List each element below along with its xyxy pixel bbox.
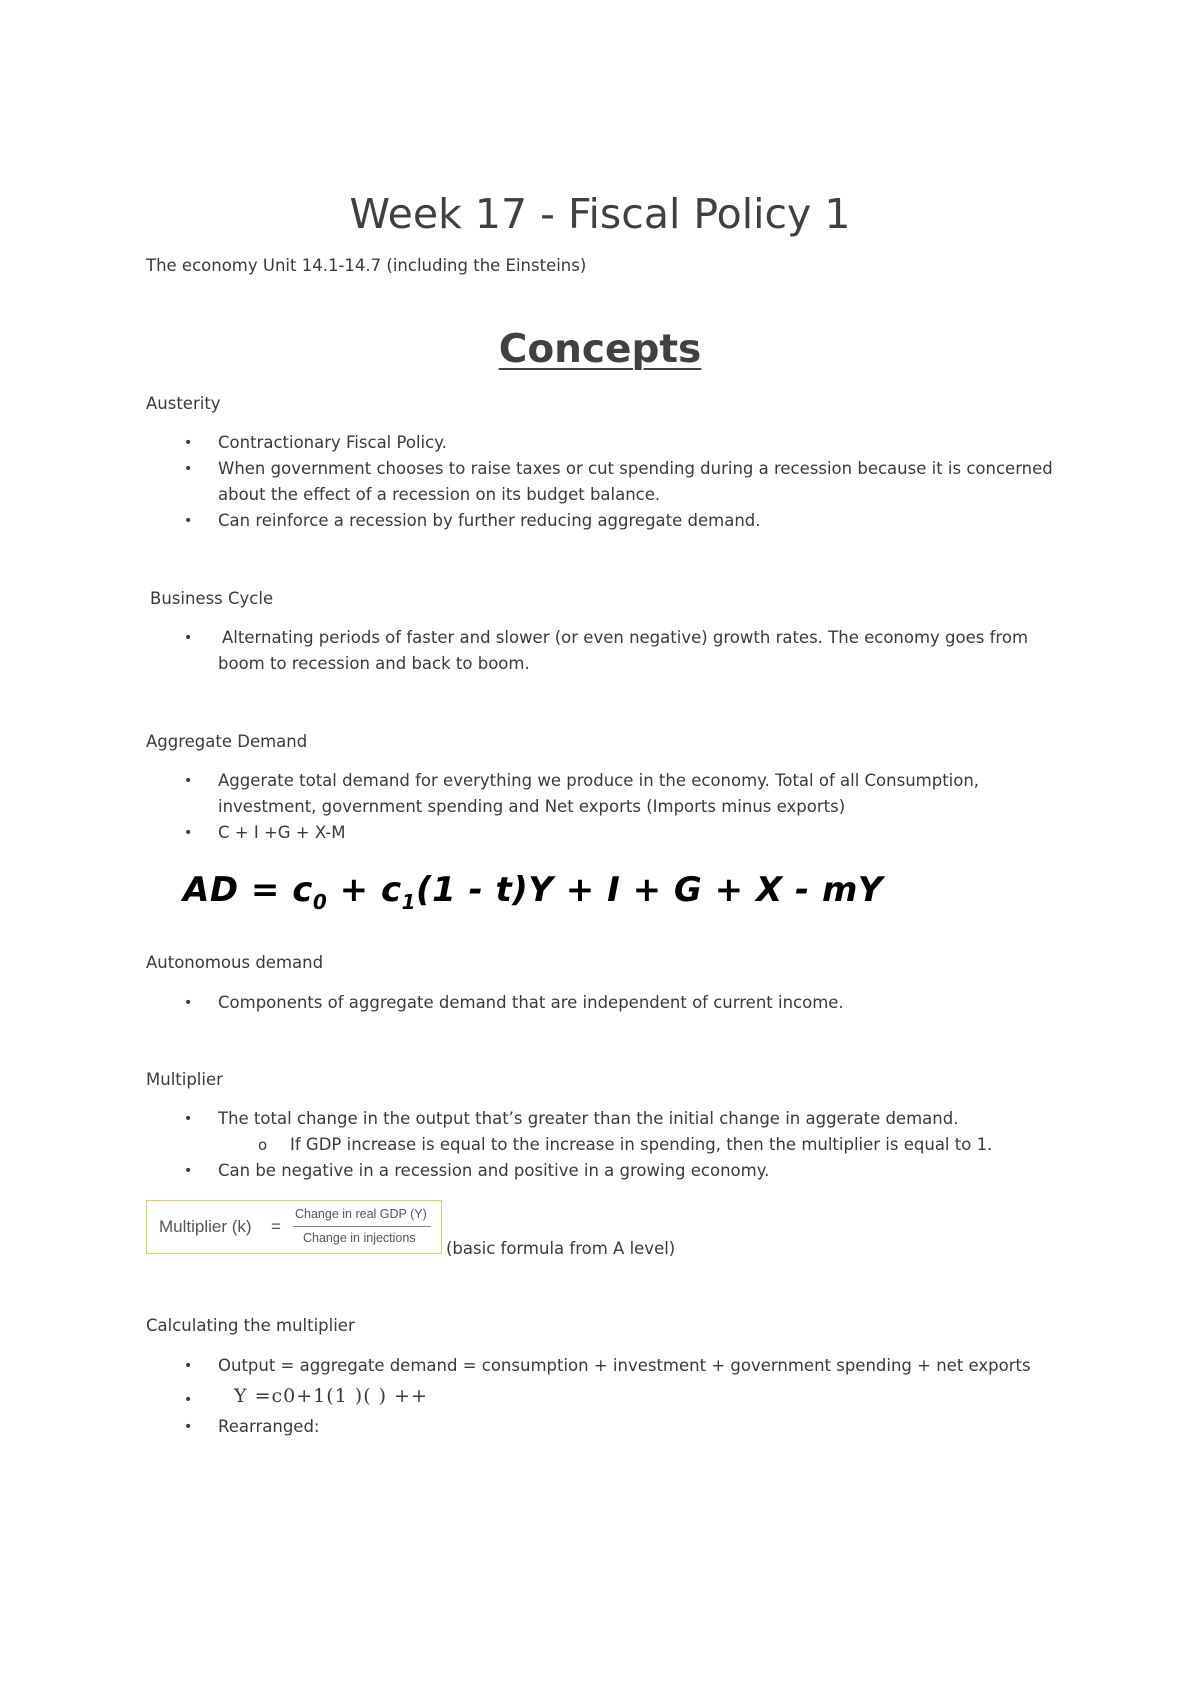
list-item: • Output = aggregate demand = consumption + investment + government spending + net exports bbox=[146, 1353, 1066, 1379]
bullet-icon: • bbox=[184, 995, 193, 1011]
bullet-icon: • bbox=[184, 1358, 193, 1374]
bullet-icon: • bbox=[184, 1419, 193, 1435]
bullet-icon: • bbox=[184, 773, 193, 789]
multiplier-formula-label: Multiplier (k) bbox=[159, 1217, 252, 1236]
output-equation: Y =c0+1(1 )( ) ++ bbox=[234, 1385, 428, 1407]
list-item bbox=[146, 1379, 1066, 1414]
sub-list-item: o If GDP increase is equal to the increase in spending, then the multiplier is equal to 1. bbox=[218, 1132, 1066, 1158]
multiplier-formula-note: (basic formula from A level) bbox=[446, 1239, 676, 1258]
page-subtitle: The economy Unit 14.1-14.7 (including the Einsteins) bbox=[146, 256, 587, 275]
multiplier-formula-image bbox=[146, 1200, 442, 1254]
bullet-icon: • bbox=[184, 630, 193, 646]
page-title: Week 17 - Fiscal Policy 1 bbox=[349, 190, 851, 238]
list-item: • The total change in the output that’s greater than the initial change in aggerate demand. bbox=[146, 1106, 1066, 1132]
bullet-icon: • bbox=[184, 1111, 193, 1127]
term-aggregate-demand: Aggregate Demand bbox=[146, 732, 308, 751]
aggregate-demand-list bbox=[146, 768, 1066, 846]
term-multiplier: Multiplier bbox=[146, 1070, 223, 1089]
bullet-icon: • bbox=[184, 513, 193, 529]
list-item bbox=[146, 1132, 1066, 1158]
circle-bullet-icon: o bbox=[258, 1136, 268, 1154]
aggregate-demand-formula: AD = $c_0 + c_1(1 - t)Y + I + G + X$ - mY bbox=[183, 870, 884, 914]
list-item-continuation: boom to recession and back to boom. bbox=[218, 654, 530, 673]
list-item-continuation: about the effect of a recession on its budget balance. bbox=[218, 485, 661, 504]
list-item: • Components of aggregate demand that are independent of current income. bbox=[146, 990, 1066, 1016]
bullet-icon: • bbox=[184, 825, 193, 841]
term-austerity: Austerity bbox=[146, 394, 221, 413]
multiplier-formula-equals: = bbox=[271, 1217, 281, 1236]
multiplier-sub-list bbox=[218, 1132, 1066, 1158]
multiplier-formula-numerator: Change in real GDP (Y) bbox=[295, 1207, 427, 1221]
bullet-icon: • bbox=[184, 1163, 193, 1179]
multiplier-formula-denominator: Change in injections bbox=[303, 1231, 416, 1245]
fraction-bar bbox=[293, 1226, 431, 1227]
list-item: • Alternating periods of faster and slower (or even negative) growth rates. The economy goes from bbox=[146, 625, 1066, 651]
list-item: • When government chooses to raise taxes or cut spending during a recession because it is concerned bbox=[146, 456, 1066, 482]
bullet-icon: • bbox=[184, 1392, 193, 1408]
bullet-icon: • bbox=[184, 435, 193, 451]
calculating-list bbox=[146, 1353, 1066, 1440]
section-heading-concepts: Concepts bbox=[498, 327, 702, 372]
term-calculating-multiplier: Calculating the multiplier bbox=[146, 1316, 355, 1335]
term-business-cycle: Business Cycle bbox=[150, 589, 274, 608]
list-item: • Contractionary Fiscal Policy. bbox=[146, 430, 1066, 456]
term-autonomous-demand: Autonomous demand bbox=[146, 953, 324, 972]
list-item: • Rearranged: bbox=[146, 1414, 1066, 1440]
list-item: • Can be negative in a recession and positive in a growing economy. bbox=[146, 1158, 1066, 1184]
list-item-continuation: investment, government spending and Net exports (Imports minus exports) bbox=[218, 797, 846, 816]
business-cycle-list bbox=[146, 625, 1066, 677]
multiplier-list bbox=[146, 1106, 1066, 1184]
autonomous-demand-list bbox=[146, 990, 1066, 1016]
list-item: • C + I +G + X-M bbox=[146, 820, 1066, 846]
austerity-list bbox=[146, 430, 1066, 534]
list-item: • Aggerate total demand for everything we produce in the economy. Total of all Consumption, bbox=[146, 768, 1066, 794]
list-item: • Can reinforce a recession by further reducing aggregate demand. bbox=[146, 508, 1066, 534]
bullet-icon: • bbox=[184, 461, 193, 477]
